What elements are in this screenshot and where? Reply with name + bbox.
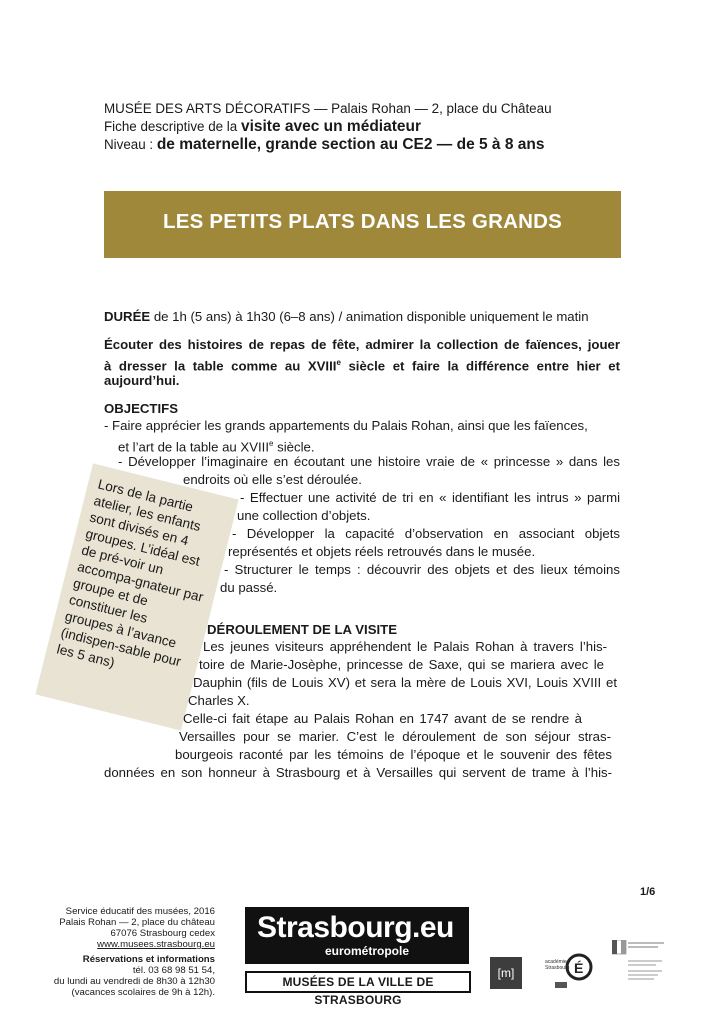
deroulement-line-6: Versailles pour se marier. C’est le déroulement de son séjour stras- (179, 729, 611, 744)
sticky-note-text: Lors de la partie atelier, les enfants sont divisés en 4 groupes. L’idéal est de pré-voir un accompa-gnateur par groupe et de constituer les groupes à l’avance (indispen-sable pour les 5 ans) (55, 476, 205, 671)
objectif-line-3: - Développer l’imaginaire en écoutant une histoire vraie de « princesse » dans les (118, 454, 620, 469)
footer-line-7: du lundi au vendredi de 8h30 à 12h30 (53, 976, 215, 987)
eurometropole-label: eurométropole (325, 944, 410, 958)
academie-logo (545, 945, 597, 990)
footer-website-link[interactable]: www.musees.strasbourg.eu (97, 939, 215, 950)
objectif-sup: e (269, 439, 274, 448)
footer-line-2: Palais Rohan — 2, place du château (59, 917, 215, 928)
header-fiche-prefix: Fiche descriptive de la (104, 119, 241, 134)
deroulement-title: DÉROULEMENT DE LA VISITE (207, 622, 398, 637)
objectif-line-5: - Effectuer une activité de tri en « identifiant les intrus » parmi (240, 490, 620, 505)
svg-text:É: É (574, 960, 584, 976)
header-fiche-bold: visite avec un médiateur (240, 118, 422, 135)
footer-line-8: (vacances scolaires de 9h à 12h). (71, 987, 215, 998)
objectif-line-8: représentés et objets réels retrouvés dans le musée. (228, 544, 536, 559)
strasbourg-logo-word: Strasbourg.eu (257, 911, 454, 944)
duree-text: de 1h (5 ans) à 1h30 (6–8 ans) / animation disponible uniquement le matin (150, 309, 589, 324)
objectif-line-7: - Développer la capacité d’observation en associant objets (232, 526, 620, 541)
academie-label: académie Strasbourg (545, 959, 570, 971)
header-museum-line: MUSÉE DES ARTS DÉCORATIFS — Palais Rohan — 2, place du Château (104, 101, 552, 116)
objectif-line-6: une collection d’objets. (237, 508, 371, 523)
objectif-line-2b: siècle. (273, 439, 315, 455)
deroulement-line-2: toire de Marie-Josèphe, princesse de Saxe, qui se mariera avec le (199, 657, 604, 672)
marianne-icon (612, 940, 668, 988)
intro-line-1: Écouter des histoires de repas de fête, admirer la collection de faïences, jouer (104, 337, 620, 352)
objectif-line-9: - Structurer le temps : découvrir des objets et des lieux témoins (224, 562, 620, 577)
strasbourg-logo (245, 907, 469, 964)
deroulement-line-4: Charles X. (188, 693, 250, 708)
musees-logo: MUSÉES DE LA VILLE DE STRASBOURG (245, 971, 471, 993)
header-niveau-prefix: Niveau : (104, 137, 157, 152)
page-number: 1/6 (640, 886, 656, 898)
footer-address (30, 906, 215, 998)
ministere-logo (612, 940, 668, 988)
intro-sup: e (336, 358, 341, 367)
footer-line-6: tél. 03 68 98 51 54, (132, 965, 215, 976)
objectifs-title: OBJECTIFS (104, 401, 179, 416)
objectif-line-4: endroits où elle s’est déroulée. (183, 472, 362, 487)
footer-line-3: 67076 Strasbourg cedex (110, 928, 215, 939)
header-niveau-line (104, 135, 545, 154)
deroulement-line-8: données en son honneur à Strasbourg et à Versailles qui servent de trame à l’his- (104, 765, 612, 780)
intro-line-3: aujourd’hui. (104, 373, 180, 388)
deroulement-line-3: Dauphin (fils de Louis XV) et sera la mère de Louis XVI, Louis XVIII et (193, 675, 617, 690)
footer-line-5: Réservations et informations (82, 954, 215, 965)
deroulement-line-7: bourgeois raconté par les témoins de l’époque et le souvenir des fêtes (175, 747, 612, 762)
deroulement-line-1: Les jeunes visiteurs appréhendent le Palais Rohan à travers l’his- (203, 639, 607, 654)
header-niveau-bold: de maternelle, grande section au CE2 — de 5 à 8 ans (156, 136, 545, 153)
deroulement-line-5: Celle-ci fait étape au Palais Rohan en 1747 avant de se rendre à (183, 711, 582, 726)
header-fiche-line (104, 117, 421, 136)
page-title: LES PETITS PLATS DANS LES GRANDS (163, 210, 562, 233)
footer-line-1: Service éducatif des musées, 2016 (65, 906, 215, 917)
objectif-line-1: - Faire apprécier les grands appartements du Palais Rohan, ainsi que les faïences, (104, 418, 588, 433)
objectif-line-2a: et l’art de la table au XVIII (118, 439, 270, 455)
intro-line-2 (104, 354, 620, 375)
objectif-line-10: du passé. (220, 580, 278, 595)
title-banner (104, 191, 621, 258)
m-logo: [m] (490, 957, 522, 989)
intro-line-2a: à dresser la table comme au XVIII (104, 358, 337, 374)
intro-line-2b: siècle et faire la différence entre hier et (340, 358, 620, 374)
duree-label: DURÉE (104, 309, 151, 324)
duree-line (104, 308, 589, 326)
